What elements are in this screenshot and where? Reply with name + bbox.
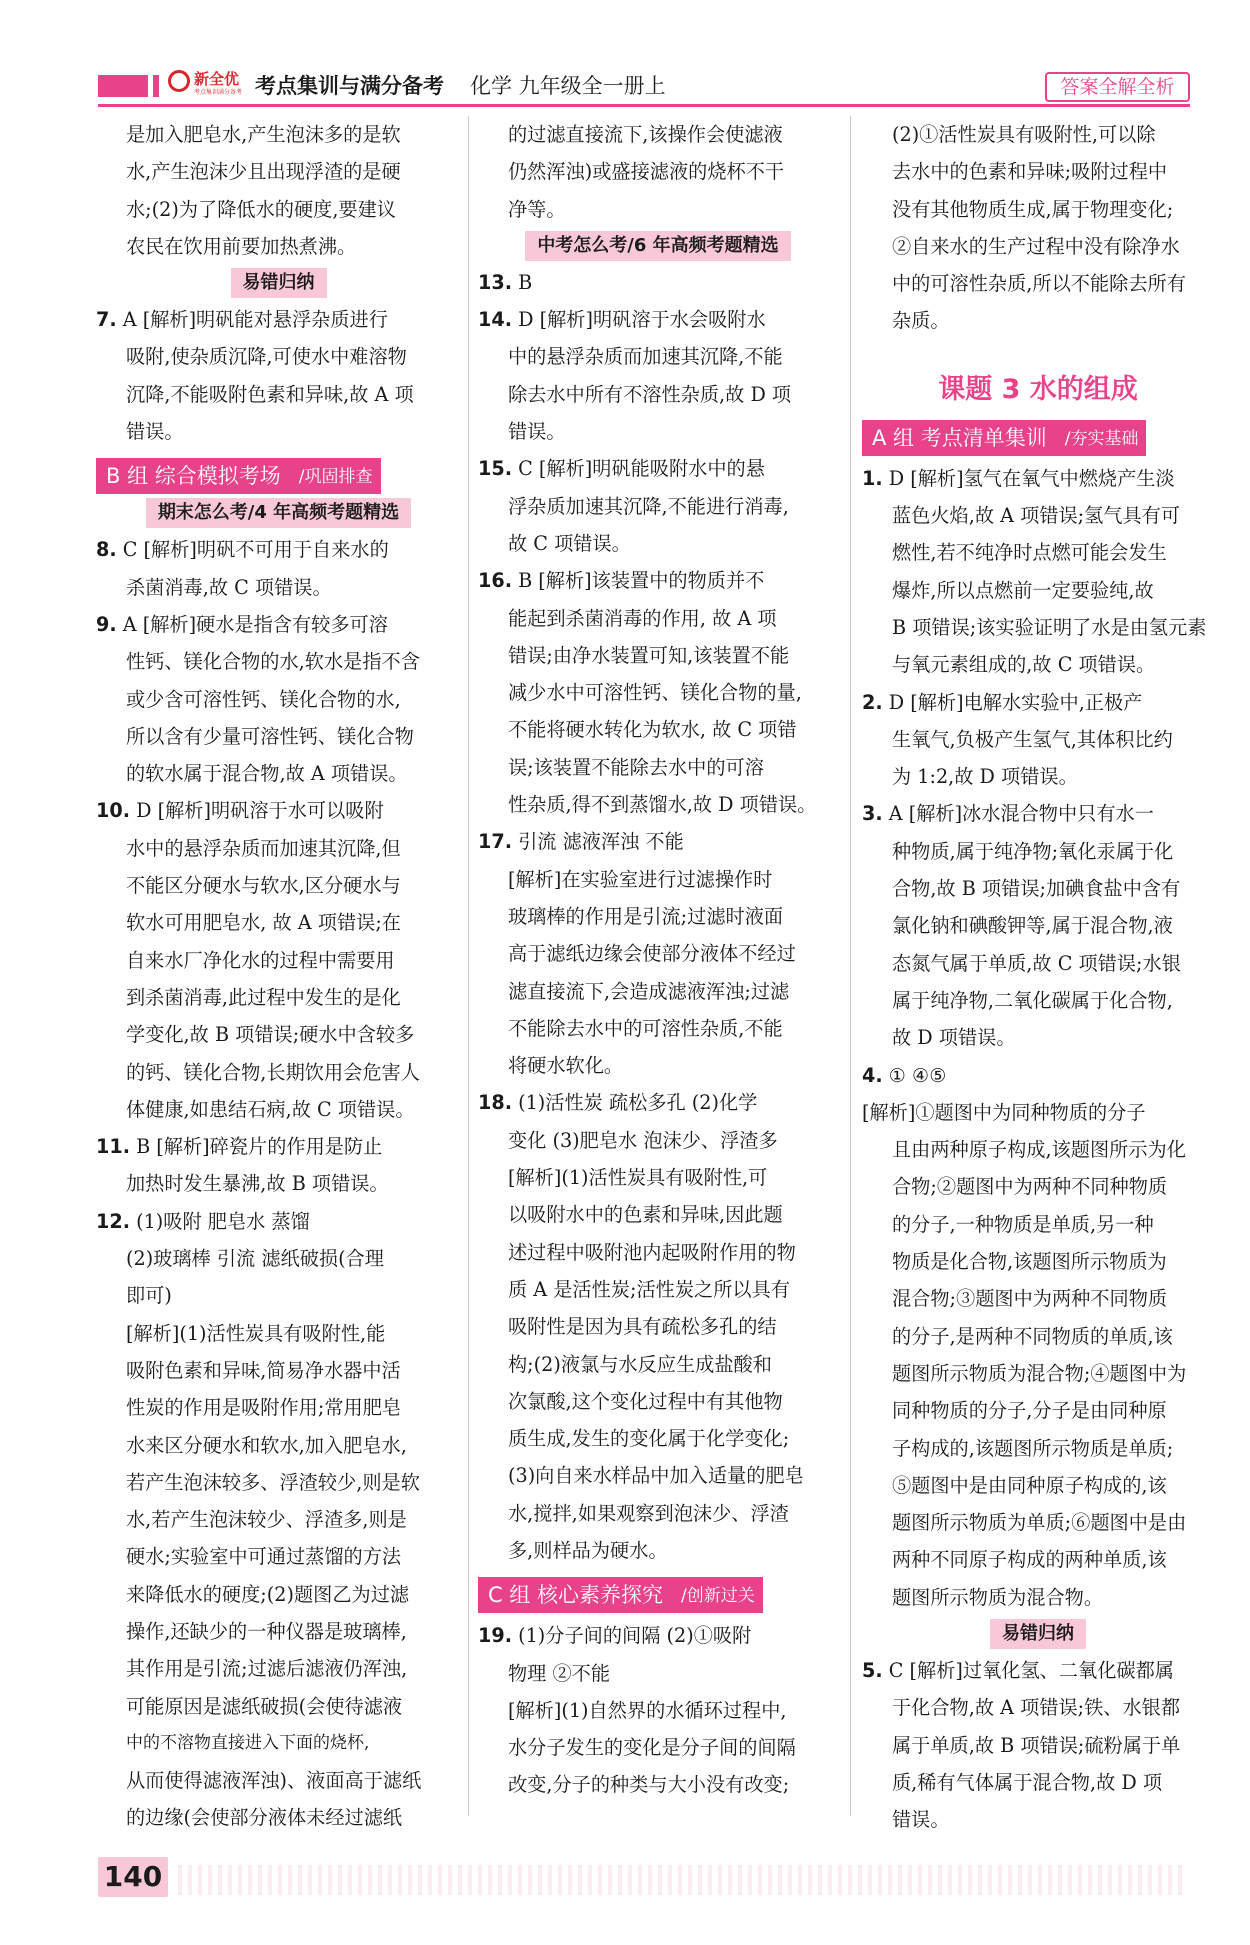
text-line: 题图所示物质为单质;⑥题图中是由 (892, 1511, 1187, 1535)
item-text: B (518, 270, 533, 294)
group-a-bar (862, 420, 1214, 456)
book-title: 考点集训与满分备考 (255, 74, 444, 98)
text-line: 其作用是引流;过滤后滤液仍浑浊, (126, 1657, 408, 1681)
item-text: D [解析]电解水实验中,正极产 (888, 690, 1143, 714)
item-number: 12. (96, 1209, 130, 1233)
text-line: (3)向自来水样品中加入适量的肥皂 (508, 1464, 804, 1488)
text-line: 物质是化合物,该题图所示物质为 (892, 1250, 1167, 1274)
item-number: 9. (96, 612, 117, 636)
text-line: (2)①活性炭具有吸附性,可以除 (892, 123, 1156, 146)
text-line: 杀菌消毒,故 C 项错误。 (126, 575, 332, 599)
item-text: A [解析]硬水是指含有较多可溶 (122, 612, 388, 636)
group-b-subtitle: /巩固排查 (291, 458, 381, 494)
text-line: B 项错误;该实验证明了水是由氢元素 (892, 615, 1207, 639)
answer-item (96, 531, 461, 568)
text-line: ②自来水的生产过程中没有除净水 (892, 234, 1180, 258)
text-line: 沉降,不能吸附色素和异味,故 A 项 (126, 382, 414, 406)
item-text: (1)吸附 肥皂水 蒸馏 (136, 1209, 310, 1233)
text-line: 能起到杀菌消毒的作用, 故 A 项 (508, 606, 777, 630)
text-line: 为 1:2,故 D 项错误。 (892, 765, 1078, 789)
text-line: 没有其他物质生成,属于物理变化; (892, 197, 1174, 221)
item-number: 11. (96, 1135, 130, 1159)
logo-circle-icon (168, 70, 190, 92)
text-line: 以吸附水中的色素和异味,因此题 (508, 1203, 783, 1227)
column-divider (468, 116, 469, 1816)
item-text: (1)活性炭 疏松多孔 (2)化学 (518, 1091, 758, 1115)
text-line: 生氧气,负极产生氢气,其体积比约 (892, 727, 1173, 751)
item-number: 1. (862, 466, 883, 490)
answer-item (862, 1057, 1214, 1094)
text-line: 误;该装置不能除去水中的可溶 (508, 755, 764, 779)
text-line: [解析](1)活性炭具有吸附性,可 (508, 1166, 768, 1190)
text-line: 净等。 (508, 197, 566, 221)
group-c-bar (478, 1577, 838, 1613)
text-line: 且由两种原子构成,该题图所示为化 (892, 1138, 1186, 1162)
text-line: 题图所示物质为混合物;④题图中为 (892, 1361, 1187, 1385)
text-line: 水来区分硬水和软水,加入肥皂水, (126, 1433, 407, 1457)
group-b-title: B 组 综合模拟考场 (96, 458, 291, 494)
item-number: 8. (96, 538, 117, 562)
text-line: 构;(2)液氯与水反应生成盐酸和 (508, 1352, 772, 1376)
text-line: (2)玻璃棒 引流 滤纸破损(合理 (126, 1247, 384, 1271)
item-text: C [解析]过氧化氢、二氧化碳都属 (888, 1658, 1174, 1682)
text-line: 次氯酸,这个变化过程中有其他物 (508, 1389, 783, 1413)
item-number: 18. (478, 1091, 512, 1115)
text-line: 合物,故 B 项错误;加碘食盐中含有 (892, 877, 1181, 901)
answer-item (96, 792, 461, 829)
answer-item (862, 460, 1214, 497)
text-line: 滤直接流下,会造成滤液浑浊;过滤 (508, 979, 790, 1003)
text-line: 与氧元素组成的,故 C 项错误。 (892, 653, 1156, 677)
item-number: 16. (478, 569, 512, 593)
text-line: 的分子,是两种不同物质的单质,该 (892, 1324, 1173, 1348)
text-line: [解析](1)活性炭具有吸附性,能 (126, 1321, 386, 1345)
text-line: 变化 (3)肥皂水 泡沫少、浮渣多 (508, 1128, 778, 1152)
text-line: 不能将硬水转化为软水, 故 C 项错 (508, 718, 797, 742)
column-divider (850, 116, 851, 1816)
text-line: [解析](1)自然界的水循环过程中, (508, 1698, 787, 1722)
text-line: 两种不同原子构成的两种单质,该 (892, 1548, 1167, 1572)
text-line: 中的可溶性杂质,所以不能除去所有 (892, 272, 1186, 296)
text-line: 故 C 项错误。 (508, 531, 631, 555)
item-number: 2. (862, 690, 883, 714)
item-text: D [解析]明矾溶于水可以吸附 (136, 799, 384, 823)
text-line: 水分子发生的变化是分子间的间隔 (508, 1736, 796, 1760)
text-line: 性钙、镁化合物的水,软水是指不含 (126, 650, 420, 674)
text-line: 硬水;实验室中可通过蒸馏的方法 (126, 1545, 402, 1569)
answer-item (862, 684, 1214, 721)
item-number: 17. (478, 830, 512, 854)
answer-item (478, 301, 838, 338)
text-line: 物理 ②不能 (508, 1661, 611, 1685)
text-line: 属于纯净物,二氧化碳属于化合物, (892, 988, 1173, 1012)
text-line: 去水中的色素和异味;吸附过程中 (892, 160, 1168, 184)
text-line: 改变,分子的种类与大小没有改变; (508, 1773, 790, 1797)
section-tag-yicuo: 易错归纳 (990, 1619, 1086, 1649)
text-line: 质,稀有气体属于混合物,故 D 项 (892, 1770, 1163, 1794)
logo-brand-text: 新全优 (194, 70, 240, 88)
text-line: 所以含有少量可溶性钙、镁化合物 (126, 724, 414, 748)
header-decor-bar-small (153, 75, 159, 97)
item-number: 4. (862, 1063, 883, 1087)
text-line: 水;(2)为了降低水的硬度,要建议 (126, 197, 396, 221)
answer-item (862, 1652, 1214, 1689)
answer-item (96, 1128, 461, 1165)
group-b-bar (96, 458, 461, 494)
text-line: 软水可用肥皂水, 故 A 项错误;在 (126, 911, 401, 935)
text-line: 从而使得滤液浑浊)、液面高于滤纸 (126, 1769, 422, 1793)
text-line: 燃性,若不纯净时点燃可能会发生 (892, 541, 1167, 565)
answer-item (96, 301, 461, 338)
subject-grade: 化学 九年级全一册上 (470, 74, 666, 98)
page-number: 140 (98, 1857, 168, 1897)
text-line: 态氮气属于单质,故 C 项错误;水银 (892, 951, 1181, 975)
answer-item (478, 450, 838, 487)
text-line: 高于滤纸边缘会使部分液体不经过 (508, 942, 796, 966)
text-line: 质生成,发生的变化属于化学变化; (508, 1427, 790, 1451)
item-number: 5. (862, 1658, 883, 1682)
text-line: 爆炸,所以点燃前一定要验纯,故 (892, 578, 1154, 602)
group-a-subtitle: /夯实基础 (1057, 420, 1147, 456)
text-line: 农民在饮用前要加热煮沸。 (126, 234, 357, 258)
text-line: 氯化钠和碘酸钾等,属于混合物,液 (892, 914, 1173, 938)
item-number: 10. (96, 799, 130, 823)
text-line: 可能原因是滤纸破损(会使待滤液 (126, 1694, 403, 1718)
column-2 (478, 116, 838, 1804)
item-text: (1)分子间的间隔 (2)①吸附 (518, 1624, 752, 1648)
text-line: 吸附,使杂质沉降,可使水中难溶物 (126, 345, 407, 369)
text-line: 吸附性是因为具有疏松多孔的结 (508, 1315, 777, 1339)
text-line: 属于单质,故 B 项错误;硫粉属于单 (892, 1733, 1181, 1757)
group-c-subtitle: /创新过关 (673, 1577, 763, 1613)
text-line: 不能除去水中的可溶性杂质,不能 (508, 1016, 783, 1040)
text-line: ⑤题图中是由同种原子构成的,该 (892, 1473, 1167, 1497)
text-line: 性炭的作用是吸附作用;常用肥皂 (126, 1396, 402, 1420)
text-line: 种物质,属于纯净物;氧化汞属于化 (892, 839, 1174, 863)
text-line: 即可) (126, 1284, 172, 1308)
text-line: 的分子,一种物质是单质,另一种 (892, 1212, 1154, 1236)
section-tag-qimo: 期末怎么考/4 年高频考题精选 (146, 498, 411, 528)
text-line: 混合物;③题图中为两种不同物质 (892, 1287, 1168, 1311)
text-line: 水,搅拌,如果观察到泡沫少、浮渣 (508, 1501, 789, 1525)
text-line: 水,产生泡沫少且出现浮渣的是硬 (126, 160, 401, 184)
group-c-title: C 组 核心素养探究 (478, 1577, 673, 1613)
item-number: 14. (478, 308, 512, 332)
text-line: 质 A 是活性炭;活性炭之所以具有 (508, 1277, 790, 1301)
answer-item (862, 795, 1214, 832)
text-line: 浮杂质加速其沉降,不能进行消毒, (508, 494, 789, 518)
item-text: ① ④⑤ (888, 1063, 947, 1087)
text-line: 述过程中吸附池内起吸附作用的物 (508, 1240, 796, 1264)
answer-item (478, 1617, 838, 1654)
item-text: B [解析]该装置中的物质并不 (518, 569, 765, 593)
answer-item (96, 606, 461, 643)
text-line: 错误。 (508, 420, 566, 444)
text-line: 将硬水软化。 (508, 1054, 624, 1078)
text-line: 不能区分硬水与软水,区分硬水与 (126, 874, 401, 898)
item-text: B [解析]碎瓷片的作用是防止 (136, 1135, 383, 1159)
item-text: D [解析]氢气在氧气中燃烧产生淡 (888, 466, 1175, 490)
item-number: 13. (478, 270, 512, 294)
item-text: 引流 滤液浑浊 不能 (518, 830, 684, 854)
text-line: 错误。 (892, 1808, 950, 1832)
answer-tag: 答案全解全析 (1045, 72, 1190, 102)
text-line: 中的不溶物直接进入下面的烧杯, (126, 1732, 370, 1753)
text-line: 的边缘(会使部分液体未经过滤纸 (126, 1806, 403, 1830)
text-line: 学变化,故 B 项错误;硬水中含较多 (126, 1023, 415, 1047)
group-a-title: A 组 考点清单集训 (862, 420, 1057, 456)
item-number: 19. (478, 1624, 512, 1648)
lesson-title: 课题 3 水的组成 (938, 373, 1138, 405)
text-line: 玻璃棒的作用是引流;过滤时液面 (508, 904, 784, 928)
text-line: 的过滤直接流下,该操作会使滤液 (508, 123, 783, 146)
item-text: D [解析]明矾溶于水会吸附水 (518, 308, 766, 332)
item-text: C [解析]明矾不可用于自来水的 (122, 538, 389, 562)
item-text: A [解析]明矾能对悬浮杂质进行 (122, 308, 388, 332)
text-line: 加热时发生暴沸,故 B 项错误。 (126, 1172, 389, 1196)
logo-tagline: 考点集训满分备考 (194, 89, 243, 96)
text-line: 题图所示物质为混合物。 (892, 1585, 1104, 1609)
answer-item (478, 264, 838, 301)
text-line: 体健康,如患结石病,故 C 项错误。 (126, 1097, 415, 1121)
text-line: [解析]在实验室进行过滤操作时 (508, 867, 773, 891)
header-rule (98, 104, 1190, 107)
answer-item (478, 823, 838, 860)
text-line: 错误。 (126, 420, 184, 444)
answer-item (478, 1084, 838, 1121)
item-text: C [解析]明矾能吸附水中的悬 (518, 457, 765, 481)
text-line: 操作,还缺少的一种仪器是玻璃棒, (126, 1619, 407, 1643)
item-text: A [解析]冰水混合物中只有水一 (888, 802, 1154, 826)
text-line: 是加入肥皂水,产生泡沫多的是软 (126, 123, 401, 146)
text-line: 杂质。 (892, 309, 950, 333)
page-header (0, 0, 1250, 110)
text-line: 故 D 项错误。 (892, 1026, 1016, 1050)
section-tag-zhongkao: 中考怎么考/6 年高频考题精选 (525, 231, 790, 261)
column-1 (96, 116, 461, 1837)
text-line: 于化合物,故 A 项错误;铁、水银都 (892, 1696, 1181, 1720)
text-line: 的软水属于混合物,故 A 项错误。 (126, 762, 408, 786)
text-line: 性杂质,得不到蒸馏水,故 D 项错误。 (508, 793, 817, 817)
text-line: 的钙、镁化合物,长期饮用会危害人 (126, 1060, 420, 1084)
item-number: 15. (478, 457, 512, 481)
text-line: 错误;由净水装置可知,该装置不能 (508, 643, 790, 667)
text-line: 来降低水的硬度;(2)题图乙为过滤 (126, 1582, 410, 1606)
text-line: 多,则样品为硬水。 (508, 1538, 668, 1562)
text-line: 到杀菌消毒,此过程中发生的是化 (126, 985, 401, 1009)
item-number: 7. (96, 308, 117, 332)
text-line: [解析]①题图中为同种物质的分子 (862, 1100, 1146, 1124)
text-line: 中的悬浮杂质而加速其沉降,不能 (508, 345, 783, 369)
text-line: 水,若产生泡沫较少、浮渣多,则是 (126, 1508, 407, 1532)
answer-item (478, 562, 838, 599)
text-line: 水中的悬浮杂质而加速其沉降,但 (126, 836, 401, 860)
text-line: 吸附色素和异味,简易净水器中活 (126, 1358, 401, 1382)
text-line: 自来水厂净化水的过程中需要用 (126, 948, 395, 972)
column-3 (862, 116, 1214, 1838)
item-number: 3. (862, 802, 883, 826)
text-line: 或少含可溶性钙、镁化合物的水, (126, 687, 401, 711)
text-line: 若产生泡沫较多、浮渣较少,则是软 (126, 1470, 420, 1494)
text-line: 子构成的,该题图所示物质是单质; (892, 1436, 1174, 1460)
text-line: 同种物质的分子,分子是由同种原 (892, 1399, 1167, 1423)
text-line: 合物;②题图中为两种不同种物质 (892, 1175, 1168, 1199)
text-line: 蓝色火焰,故 A 项错误;氢气具有可 (892, 504, 1181, 528)
section-tag-yicuo: 易错归纳 (231, 268, 327, 298)
text-line: 仍然浑浊)或盛接滤液的烧杯不干 (508, 160, 785, 184)
header-decor-bar (98, 75, 148, 97)
text-line: 减少水中可溶性钙、镁化合物的量, (508, 681, 802, 705)
page-footer (98, 1855, 1190, 1905)
text-line: 除去水中所有不溶性杂质,故 D 项 (508, 382, 792, 406)
brand-logo (168, 66, 246, 98)
footer-decor-pattern (178, 1865, 1188, 1895)
answer-item (96, 1203, 461, 1240)
